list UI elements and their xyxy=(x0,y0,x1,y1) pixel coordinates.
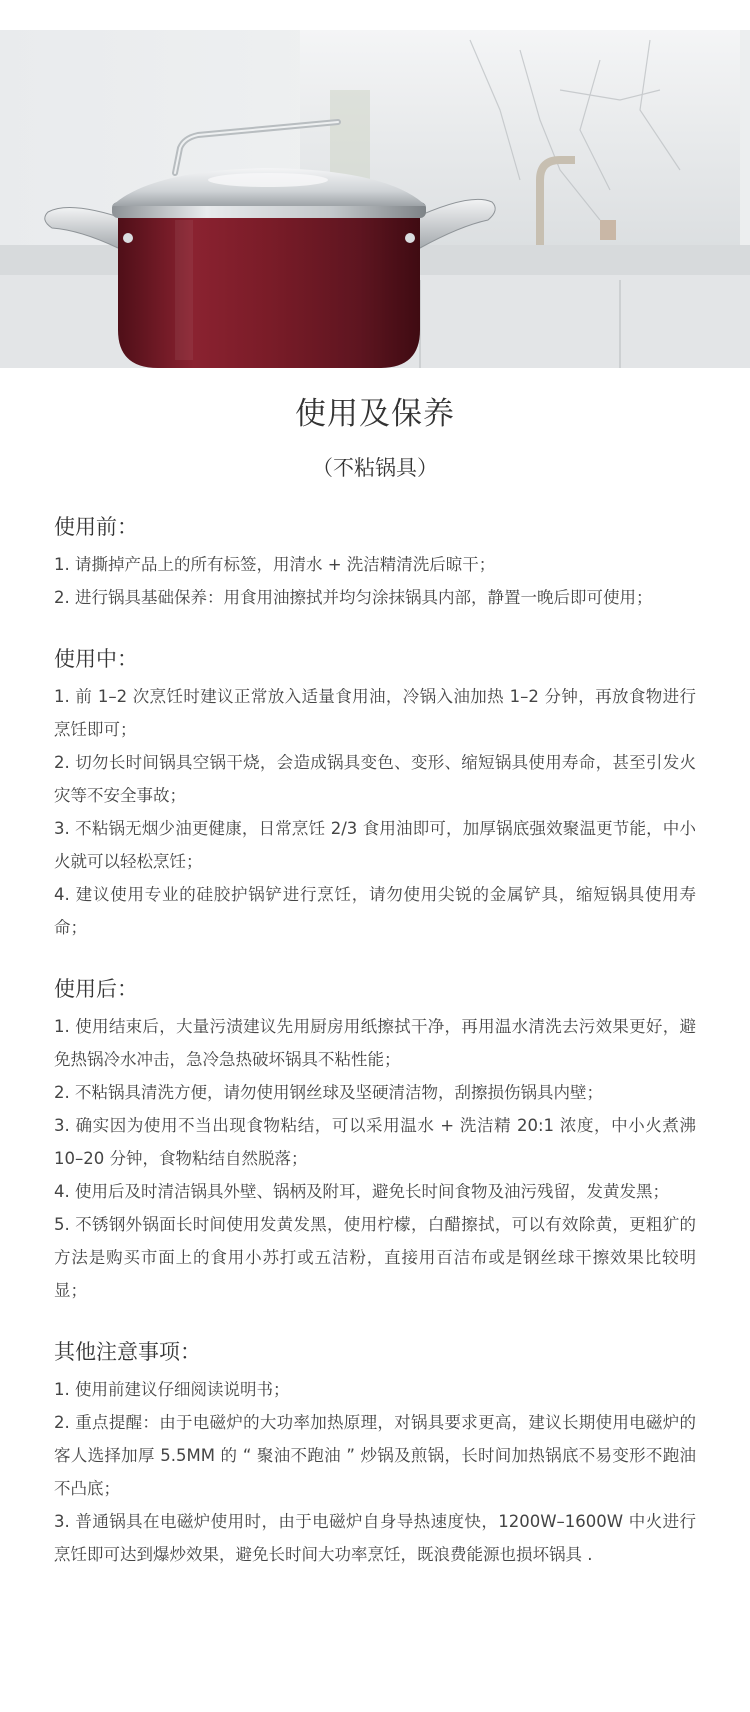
section-heading: 使用中： xyxy=(54,647,138,671)
product-hero-image xyxy=(0,30,750,368)
usage-care-content xyxy=(54,368,696,1571)
section-other-notes xyxy=(54,1337,696,1571)
list-item: 1. 请撕掉产品上的所有标签，用清水 + 洗洁精清洗后晾干； xyxy=(54,555,496,574)
list-item: 1. 使用前建议仔细阅读说明书； xyxy=(54,1380,290,1399)
list-item: 3. 普通锅具在电磁炉使用时，由于电磁炉自身导热速度快，1200W–1600W 中火进行烹饪即可达到爆炒效果，避免长时间大功率烹饪，既浪费能源也损坏锅具 . xyxy=(54,1512,696,1564)
page-subtitle: （不粘锅具） xyxy=(312,456,438,480)
list-item: 2. 进行锅具基础保养：用食用油擦拭并均匀涂抹锅具内部，静置一晚后即可使用； xyxy=(54,588,653,607)
section-before-use xyxy=(54,512,696,614)
list-item: 1. 使用结束后，大量污渍建议先用厨房用纸擦拭干净，再用温水清洗去污效果更好，避免热锅冷水冲击，急冷急热破坏锅具不粘性能； xyxy=(54,1017,696,1069)
section-heading: 其他注意事项： xyxy=(54,1340,201,1364)
section-heading: 使用前： xyxy=(54,515,138,539)
list-item: 4. 建议使用专业的硅胶护锅铲进行烹饪，请勿使用尖锐的金属铲具，缩短锅具使用寿命； xyxy=(54,885,696,937)
list-item: 3. 确实因为使用不当出现食物粘结，可以采用温水 + 洗洁精 20:1 浓度，中小火煮沸 10–20 分钟，食物粘结自然脱落； xyxy=(54,1116,696,1168)
list-item: 2. 重点提醒：由于电磁炉的大功率加热原理，对锅具要求更高，建议长期使用电磁炉的客人选择加厚 5.5MM 的 “ 聚油不跑油 ” 炒锅及煎锅，长时间加热锅底不易变形不跑油不凸底； xyxy=(54,1413,696,1498)
section-during-use xyxy=(54,644,696,944)
list-item: 4. 使用后及时清洁锅具外壁、锅柄及附耳，避免长时间食物及油污残留，发黄发黑； xyxy=(54,1182,669,1201)
page-title: 使用及保养 xyxy=(295,396,455,432)
section-after-use xyxy=(54,974,696,1307)
list-item: 2. 切勿长时间锅具空锅干烧，会造成锅具变色、变形、缩短锅具使用寿命，甚至引发火灾等不安全事故； xyxy=(54,753,696,805)
list-item: 2. 不粘锅具清洗方便，请勿使用钢丝球及坚硬清洁物，刮擦损伤锅具内壁； xyxy=(54,1083,603,1102)
list-item: 5. 不锈钢外锅面长时间使用发黄发黑，使用柠檬，白醋擦拭，可以有效除黄，更粗犷的方法是购买市面上的食用小苏打或五洁粉，直接用百洁布或是钢丝球干擦效果比较明显； xyxy=(54,1215,696,1300)
cooking-pot-illustration xyxy=(0,30,750,368)
section-heading: 使用后： xyxy=(54,977,138,1001)
list-item: 3. 不粘锅无烟少油更健康，日常烹饪 2/3 食用油即可，加厚锅底强效聚温更节能，中小火就可以轻松烹饪； xyxy=(54,819,696,871)
list-item: 1. 前 1–2 次烹饪时建议正常放入适量食用油，冷锅入油加热 1–2 分钟，再放食物进行烹饪即可； xyxy=(54,687,696,739)
